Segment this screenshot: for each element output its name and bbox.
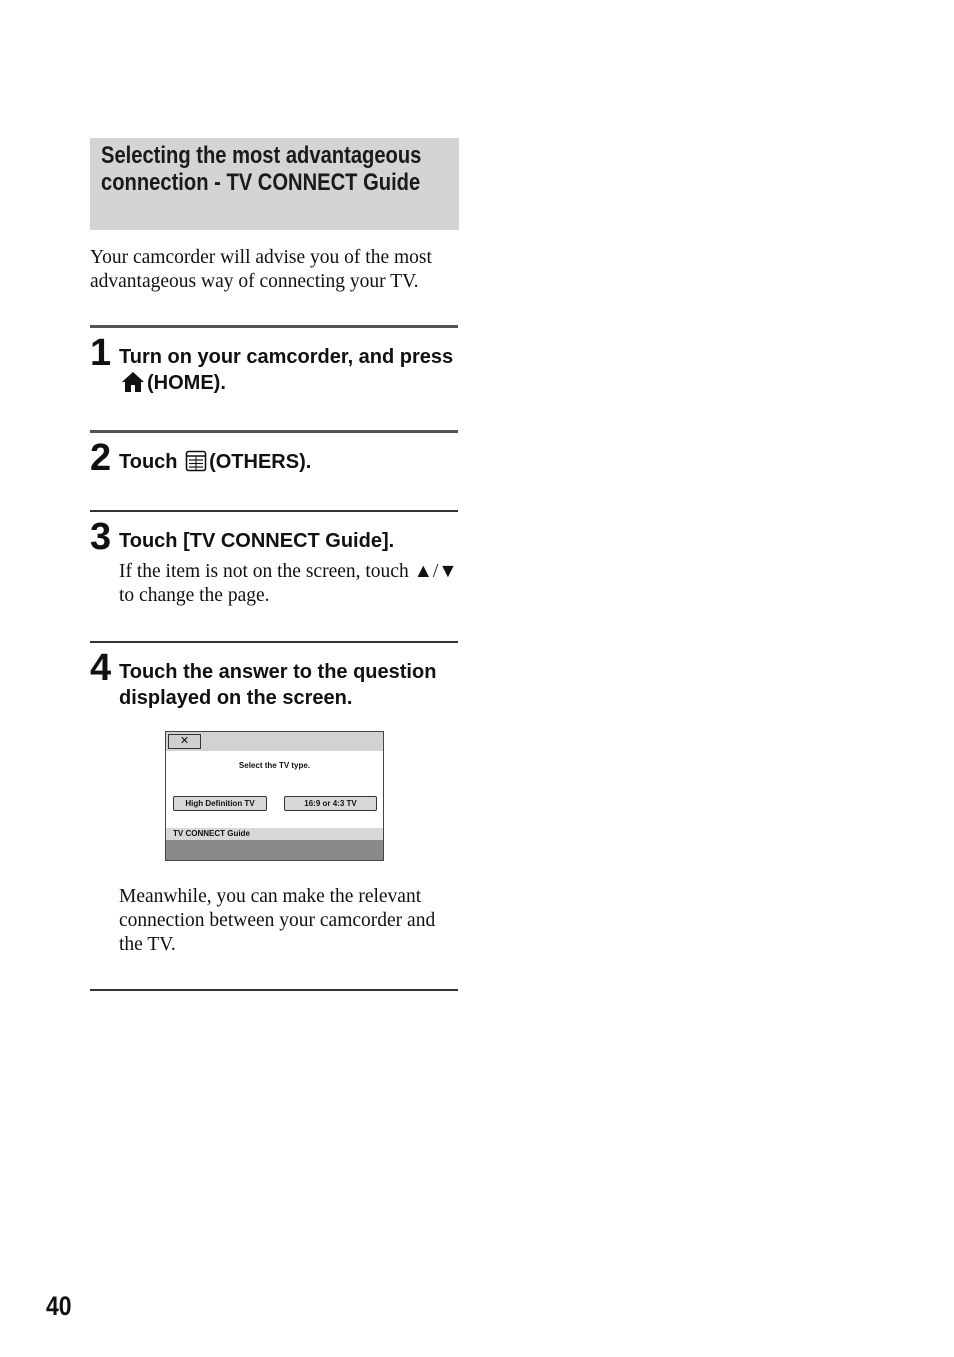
- step-body: Meanwhile, you can make the relevant connection between your camcorder and the TV.: [119, 886, 436, 955]
- screen-question: Select the TV type.: [238, 761, 311, 770]
- high-definition-tv-button[interactable]: High Definition TV: [173, 796, 267, 811]
- page-number: 40: [46, 1291, 72, 1321]
- step-title-text: Touch: [119, 451, 184, 473]
- step-title: Touch [TV CONNECT Guide].: [119, 530, 395, 552]
- section-heading-box: [90, 138, 459, 230]
- step-number: 1: [90, 332, 112, 374]
- step-body: If the item is not on the screen, touch ▲/▼ to change the page.: [119, 561, 458, 606]
- step-divider: [90, 641, 458, 643]
- step-title: [119, 344, 464, 400]
- close-button[interactable]: ✕: [168, 734, 201, 749]
- step-number: 2: [90, 437, 112, 479]
- section-end-divider: [90, 989, 458, 991]
- step-number: 4: [90, 647, 112, 689]
- step-title-text: (OTHERS).: [209, 451, 312, 473]
- step-divider: [90, 430, 458, 433]
- screen-bottom-bar: [166, 840, 383, 860]
- home-icon: [121, 371, 145, 400]
- step-title-text: (HOME).: [147, 372, 226, 394]
- step-divider: [90, 325, 458, 328]
- step-title-text: Turn on your camcorder, and press: [119, 346, 454, 368]
- others-icon: [185, 450, 207, 479]
- tv-connect-screen-illustration: [165, 731, 384, 861]
- step-title: Touch the answer to the question displayed on the screen.: [119, 661, 437, 709]
- standard-tv-button[interactable]: 16:9 or 4:3 TV: [284, 796, 377, 811]
- screen-footer-label: TV CONNECT Guide: [166, 828, 383, 840]
- intro-paragraph: Your camcorder will advise you of the most advantageous way of connecting your TV.: [90, 247, 432, 292]
- section-heading: Selecting the most advantageous connection - TV CONNECT Guide: [101, 142, 422, 196]
- step-title: [119, 449, 464, 479]
- step-number: 3: [90, 516, 112, 558]
- step-divider: [90, 510, 458, 512]
